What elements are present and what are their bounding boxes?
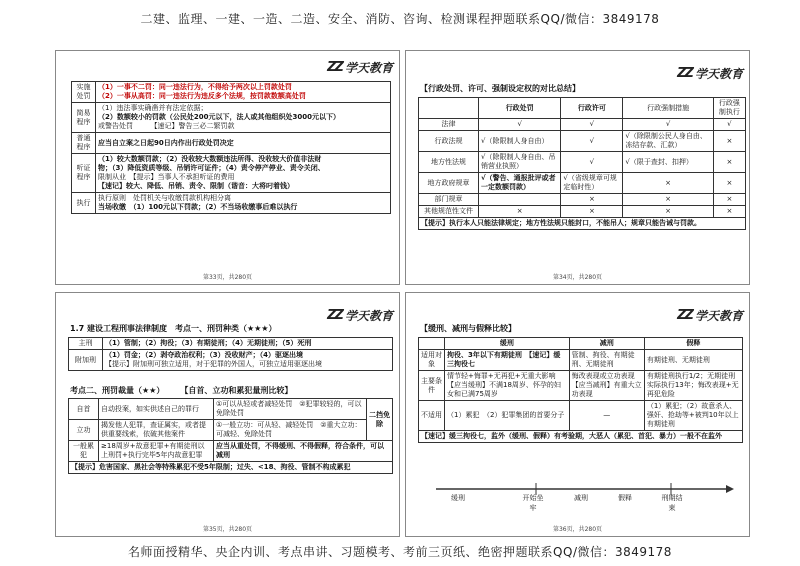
logo-icon: ZZ (327, 60, 342, 75)
row-content: （1）一事不二罚：同一违法行为，不得给予两次以上罚款处罚 （2）一事从高罚：同一违法行为违反多个法规，按罚款数额高处罚 (96, 82, 391, 103)
row-label: 实施处罚 (72, 82, 96, 103)
penalty-procedure-table (71, 81, 391, 214)
table-note-row: 【提示】危害国家、黑社会等特殊累犯不受5年限制；过失、<18、拘役、管制不构成累犯 (69, 462, 393, 474)
table-note-row: 【提示】执行本人只能法律规定；地方性法规只能封口，不能吊人；规章只能告诫与罚款。 (419, 218, 746, 230)
table-row: 主要条件 情节轻+悔罪+无再犯+无重大影响 【应当缓刑】不满18周岁、怀孕的妇女和已满75周岁 悔改表现或立功表现 【应当减刑】有重大立功表现 有期徒刑执行1/2；无期徒刑实际执行13年；悔改表现+无再犯危险 (419, 371, 743, 401)
timeline-label-probation: 缓刑 (451, 494, 465, 502)
page-34 (405, 50, 750, 285)
row-label: 执行 (72, 193, 96, 214)
authority-comparison-table (418, 97, 746, 230)
row-content: （1）违法事实确凿并有法定依据； （2）数额较小的罚款（公民处200元以下，法人或其他组织处3000元以下） 或警告处罚 【速记】警告三必二繁罚款 (96, 103, 391, 133)
row-label: 简易程序 (72, 103, 96, 133)
table-row: 地方性法规 √（除限制人身自由、吊销营业执照） √ √（限于查封、扣押） × (419, 152, 746, 173)
table-row (72, 103, 391, 133)
table-row: 部门规章 × × × (419, 194, 746, 206)
table-row: 地方政府规章 √（警告、通报批评或者一定数额罚款） √（省级规章可规定临时性） × × (419, 173, 746, 194)
probation-comparison-table (418, 337, 743, 443)
page-33 (55, 50, 400, 285)
page-number: 第34页，共280页 (552, 274, 603, 281)
punishment-types-table (68, 337, 393, 371)
subsection-title: 考点二、刑罚裁量（★★） 【自首、立功和累犯量刑比较】 (70, 386, 293, 395)
page-number: 第36页，共280页 (552, 526, 603, 533)
row-label: 普通程序 (72, 133, 96, 154)
brand-logo: ZZ 学天教育 (677, 66, 743, 81)
row-label: 听证程序 (72, 154, 96, 193)
top-banner-text: 二建、监理、一建、一造、二造、安全、消防、咨询、检测课程押题联系QQ/微信：3849178 (140, 12, 660, 26)
table-row (72, 154, 391, 193)
table-header-row: 行政处罚 行政许可 行政强制措施 行政强制执行 (419, 98, 746, 119)
brand-logo: ZZ 学天教育 (327, 60, 393, 75)
sentencing-comparison-table (68, 398, 393, 474)
row-content: 执行原则 处罚机关与收缴罚款机构相分离 当场收缴 （1）100元以下罚款；（2）不当场收缴事后难以执行 (96, 193, 391, 214)
page-number: 第33页，共280页 (202, 274, 253, 281)
timeline-label-commutation: 减刑 (574, 494, 588, 502)
table-row: 一般累犯 ≥18周岁+故意犯罪+有期徒刑以上刑罚+执行完毕5年内故意犯罪 应当从重处罚，不得缓刑、不得假释，符合条件，可以减刑 (69, 441, 393, 462)
row-content: 应当自立案之日起90日内作出行政处罚决定 (96, 133, 391, 154)
page-36 (405, 292, 750, 537)
section-title: 1.7 建设工程刑事法律制度 考点一、刑罚种类（★★★） (70, 324, 277, 333)
section-title: 【行政处罚、许可、强制设定权的对比总结】 (420, 84, 580, 93)
table-row: 自首 自动投案，如实供述自己的罪行 ①可以从轻或者减轻处罚 ②犯罪较轻的，可以免除处罚 二挡免除 (69, 399, 393, 420)
timeline-label-parole: 假释 (618, 494, 632, 502)
page-35 (55, 292, 400, 537)
logo-icon: ZZ (327, 308, 342, 323)
brand-logo: ZZ 学天教育 (677, 308, 743, 323)
row-content: （1）较大数额罚款；（2）没收较大数额违法所得、没收较大价值非法财 物；（3）降低资质等级、吊销许可证件；（4）责令停产停业、责令关闭、 限制从业 【提示】当事人不承担听证的费用 【速记】较大、降低、吊销、责令、限制（谐音：大将叼着钱） (96, 154, 391, 193)
table-row: 法律 √ √ √ √ (419, 119, 746, 131)
logo-icon: ZZ (677, 308, 692, 323)
bottom-banner-text: 名师面授精华、央企内训、考点串讲、习题模考、考前三页纸、绝密押题联系QQ/微信：3849178 (128, 545, 672, 559)
logo-icon: ZZ (677, 66, 692, 81)
table-row: 立功 揭发他人犯罪，查证属实，或者提供重要线索，依破其他案件 ①一般立功：可从轻、减轻处罚 ②重大立功：可减轻、免除处罚 (69, 420, 393, 441)
table-row: 行政法规 √（除限制人身自由） √ √（除限制公民人身自由、冻结存款、汇款） × (419, 131, 746, 152)
page-number: 第35页，共280页 (202, 526, 253, 533)
table-row: 主刑 （1）管制；（2）拘役；（3）有期徒刑；（4）无期徒刑；（5）死刑 (69, 338, 393, 350)
table-row: 不适用 （1）累犯 （2）犯罪集团的首要分子 — （1）累犯；（2）故意杀人、强奸、抢劫等+被判10年以上有期徒刑 (419, 401, 743, 431)
table-note-row: 【速记】缓三拘役七，监外（缓刑、假释）有考验期，大恶人（累犯、首犯、暴力）一般不在监外 (419, 431, 743, 443)
table-row (72, 133, 391, 154)
table-row (72, 193, 391, 214)
brand-logo: ZZ 学天教育 (327, 308, 393, 323)
timeline-label-start: 开始坐牢 (522, 494, 544, 512)
table-row (72, 82, 391, 103)
timeline-label-end: 刑期结束 (661, 494, 683, 512)
table-header-row: 缓刑 减刑 假释 (419, 338, 743, 350)
table-row: 适用对象 拘役、3年以下有期徒刑 【速记】缓三拘役七 管制、拘役、有期徒刑、无期徒刑 有期徒刑、无期徒刑 (419, 350, 743, 371)
table-row: 附加刑 （1）罚金；（2）剥夺政治权利；（3）没收财产；（4）驱逐出境 【提示】附加刑可独立适用，对于犯罪的外国人，可独立适用驱逐出境 (69, 350, 393, 371)
section-title: 【缓刑、减刑与假释比较】 (420, 324, 516, 333)
table-row: 其他规范性文件 × × × × (419, 206, 746, 218)
